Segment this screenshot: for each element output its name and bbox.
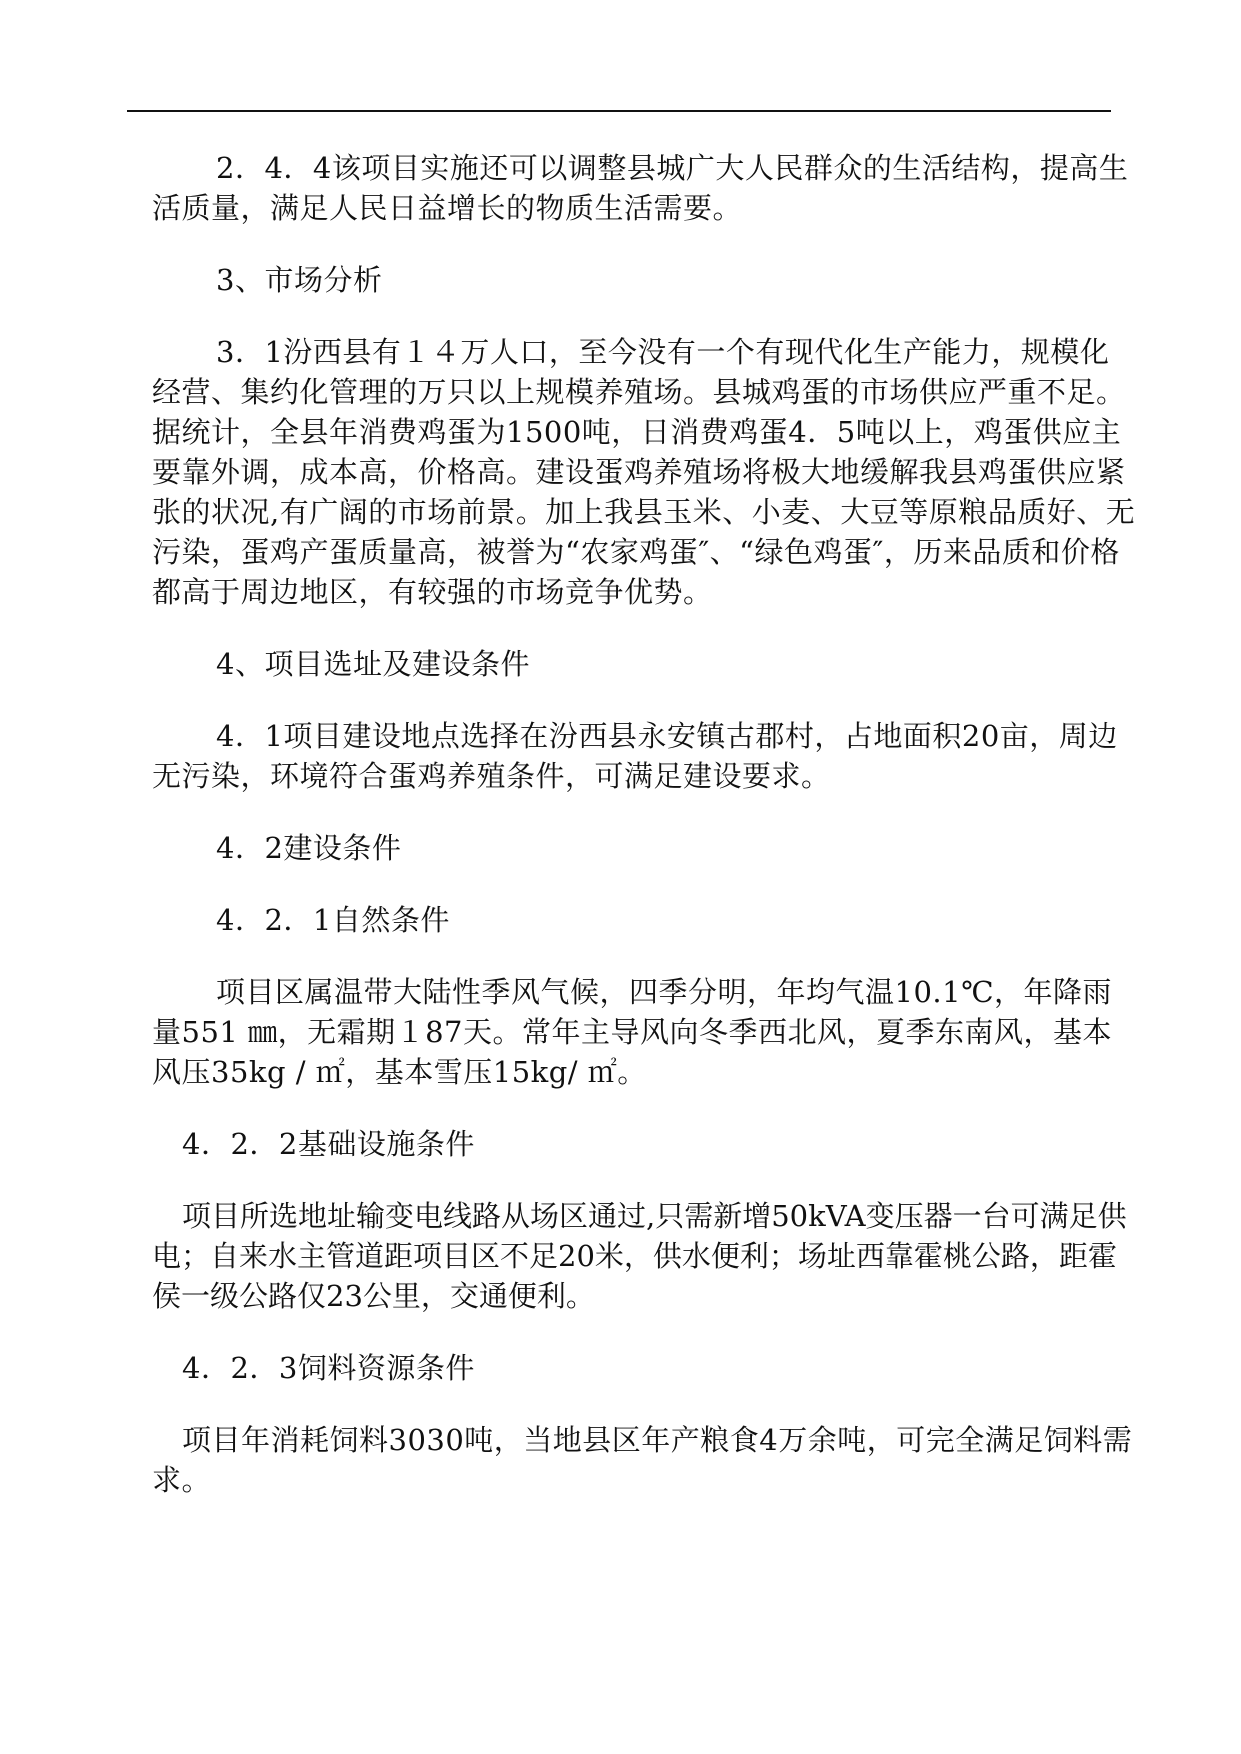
heading-4-2-3: 4．2．3饲料资源条件: [182, 1351, 475, 1385]
paragraph-2-4-4: 2．4．4该项目实施还可以调整县城广大人民群众的生活结构，提高生活质量，满足人民日益增长的物质生活需要。: [152, 151, 1129, 225]
paragraph-natural-conditions: 项目区属温带大陆性季风气候，四季分明，年均气温10.1℃，年降雨量551 ㎜，无霜期１87天。常年主导风向冬季西北风，夏季东南风，基本风压35kg / ㎡，基本雪压15kg/ ㎡。: [152, 975, 1113, 1089]
heading-4-2-2: 4．2．2基础设施条件: [182, 1127, 475, 1161]
paragraph-infrastructure: 项目所选地址输变电线路从场区通过,只需新增50kVA变压器一台可满足供电；自来水主管道距项目区不足20米，供水便利；场址西靠霍桃公路，距霍侯一级公路仅23公里，交通便利。: [152, 1199, 1127, 1313]
heading-site-selection: 4、项目选址及建设条件: [216, 647, 530, 681]
header-rule: [127, 110, 1111, 112]
heading-market-analysis: 3、市场分析: [216, 263, 383, 297]
paragraph-feed-resources: 项目年消耗饲料3030吨，当地县区年产粮食4万余吨，可完全满足饲料需求。: [152, 1423, 1133, 1497]
paragraph-4-1: 4．1项目建设地点选择在汾西县永安镇古郡村，占地面积20亩，周边无污染，环境符合蛋鸡养殖条件，可满足建设要求。: [152, 719, 1118, 793]
heading-4-2-1: 4．2．1自然条件: [216, 903, 450, 937]
document-body: [152, 148, 1136, 1532]
heading-4-2: 4．2建设条件: [216, 831, 402, 865]
paragraph-3-1: 3．1汾西县有１４万人口，至今没有一个有现代化生产能力，规模化经营、集约化管理的万只以上规模养殖场。县城鸡蛋的市场供应严重不足。据统计，全县年消费鸡蛋为1500吨，日消费鸡蛋4．5吨以上，鸡蛋供应主要靠外调，成本高，价格高。建设蛋鸡养殖场将极大地缓解我县鸡蛋供应紧张的状况,有广阔的市场前景。加上我县玉米、小麦、大豆等原粮品质好、无污染，蛋鸡产蛋质量高，被誉为“农家鸡蛋″、“绿色鸡蛋″，历来品质和价格都高于周边地区，有较强的市场竞争优势。: [152, 335, 1136, 609]
